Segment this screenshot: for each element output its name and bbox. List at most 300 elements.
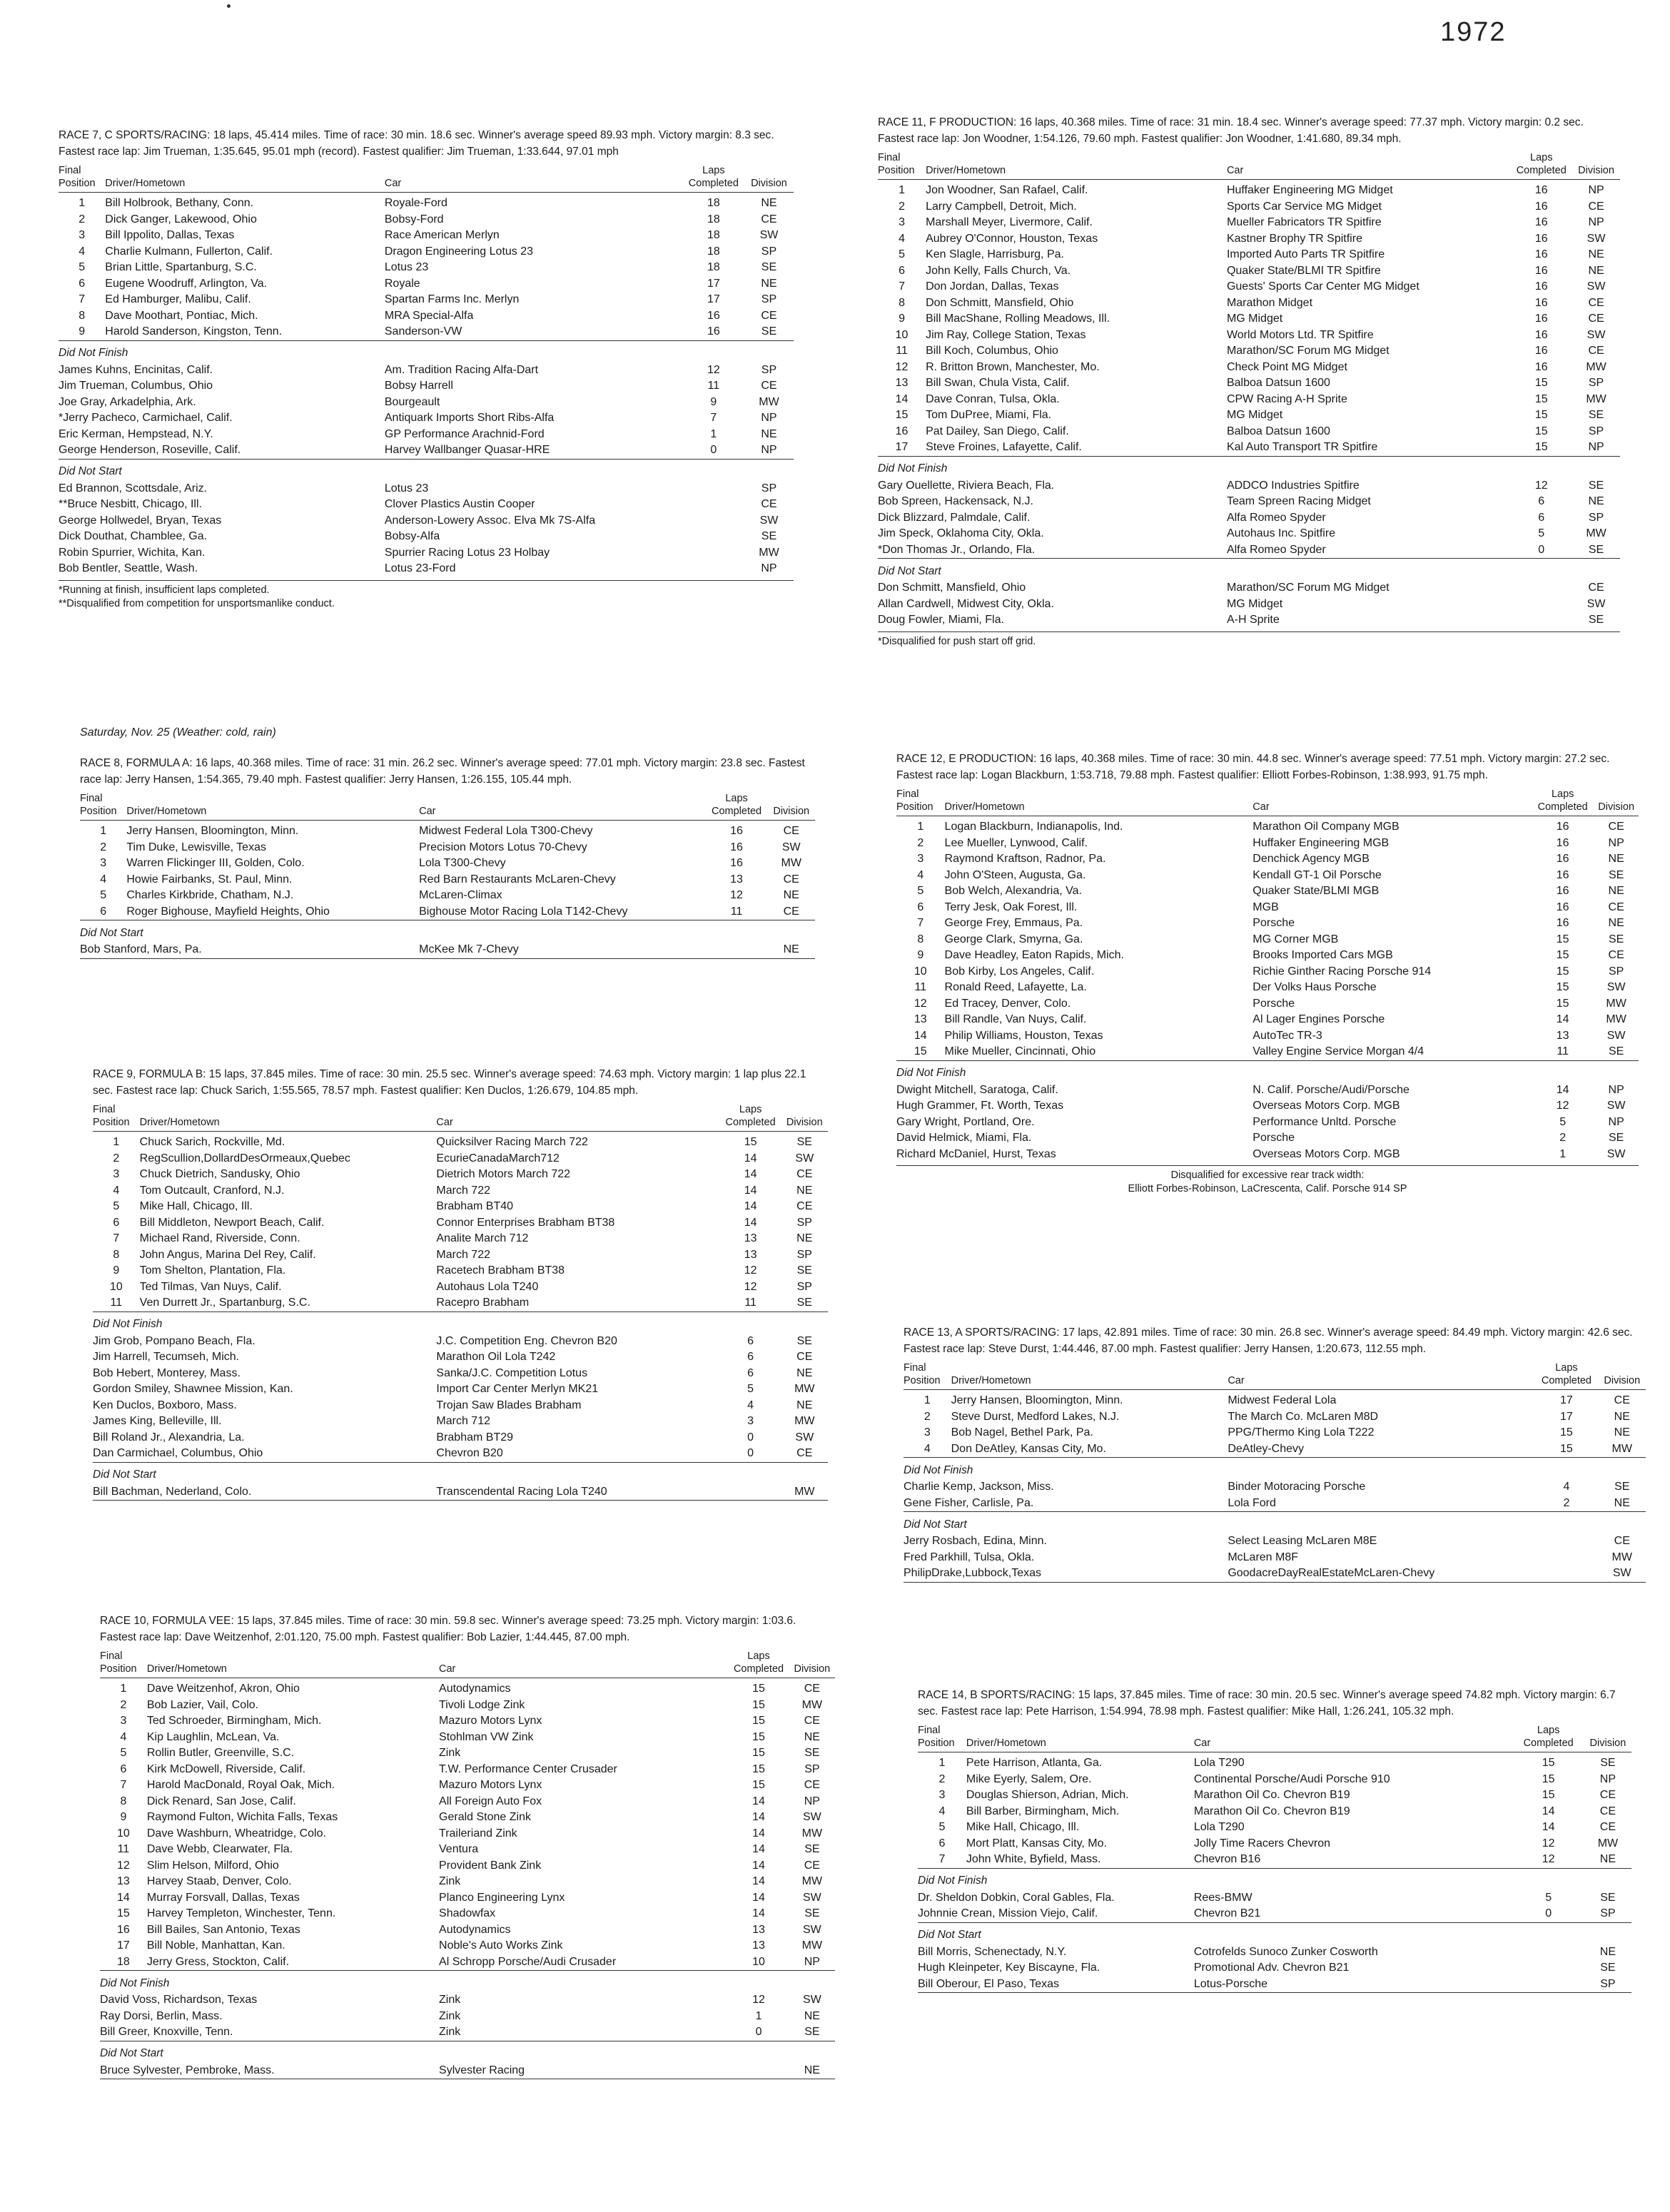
finish-position: 7 — [899, 280, 905, 293]
finish-position: 6 — [113, 1216, 120, 1229]
driver-hometown: Marshall Meyer, Livermore, Calif. — [926, 216, 1093, 228]
division: SE — [1608, 1132, 1624, 1144]
result-row — [100, 1777, 835, 1794]
section-label-row — [878, 456, 1620, 478]
car-name: Trojan Saw Blades Brabham — [436, 1399, 582, 1411]
dns-row — [918, 1944, 1631, 1961]
driver-hometown: Jerry Gress, Stockton, Calif. — [146, 1955, 290, 1968]
dns-label: Did Not Start — [59, 459, 794, 481]
result-row — [878, 311, 1620, 328]
col-completed-label: Completed — [688, 178, 739, 189]
car-name: Huffaker Engineering MG Midget — [1226, 184, 1393, 196]
result-row — [100, 1954, 835, 1971]
division: CE — [761, 213, 777, 225]
car-name: Noble's Auto Works Zink — [439, 1939, 563, 1952]
finish-position: 4 — [923, 1442, 931, 1455]
col-driver: Driver/Hometown — [966, 1724, 1194, 1752]
car-name: Rees-BMW — [1193, 1891, 1252, 1904]
col-completed-label: Completed — [1537, 801, 1588, 813]
driver-hometown: Ven Durrett Jr., Spartanburg, S.C. — [139, 1297, 310, 1309]
driver-hometown: Gene Fisher, Carlisle, Pa. — [904, 1496, 1034, 1509]
finish-position: 16 — [117, 1923, 130, 1936]
division: SP — [796, 1248, 812, 1261]
car-name: Huffaker Engineering MGB — [1252, 836, 1390, 849]
division: NE — [796, 1232, 813, 1244]
driver-hometown: James Kuhns, Encinitas, Calif. — [59, 363, 213, 376]
finish-position: 3 — [923, 1426, 931, 1439]
laps-completed: 14 — [744, 1200, 757, 1212]
division: CE — [1588, 313, 1604, 325]
division: SE — [796, 1264, 812, 1277]
laps-completed: 14 — [1542, 1821, 1555, 1833]
car-name: Balboa Datsun 1600 — [1226, 425, 1330, 437]
driver-hometown: Bob Kirby, Los Angeles, Calif. — [944, 965, 1095, 978]
division: SP — [761, 245, 777, 258]
race-header: RACE 12, E PRODUCTION: 16 laps, 40.368 miles. Time of race: 30 min. 44.8 sec. Winner's average speed: 77.51 mph. Victory margin: 27.2 sec. Fastest race lap: Logan Blackburn, 1:53.718, 79.88 mph. Fastest qualifier: Elliott Forbes-Robinson, 1:38.993, 91.75 mph. — [896, 753, 1610, 781]
laps-completed: 16 — [1534, 248, 1548, 260]
laps-completed: 16 — [1556, 821, 1569, 833]
division: SE — [1600, 1962, 1616, 1974]
division: SE — [1608, 868, 1624, 881]
car-name: Dragon Engineering Lotus 23 — [384, 245, 534, 258]
result-row — [93, 1215, 828, 1232]
laps-completed: 9 — [710, 395, 717, 408]
car-name: MRA Special-Alfa — [384, 309, 474, 322]
finish-position: 10 — [109, 1280, 123, 1293]
finish-position: 4 — [100, 873, 107, 886]
race-header: RACE 13, A SPORTS/RACING: 17 laps, 42.891 miles. Time of race: 30 min. 26.8 sec. Winner's average speed: 84.49 mph. Victory margin: 42.6 sec. Fastest race lap: Steve Durst, 1:44.446, 87.00 mph. Fastest qualifier: Jerry Hansen, 1:20.673, 112.55 mph. — [904, 1326, 1633, 1355]
division: SE — [1608, 1045, 1624, 1057]
car-name: EcurieCanadaMarch712 — [436, 1152, 560, 1165]
division: NE — [796, 1399, 813, 1411]
car-name: Marathon Oil Company MGB — [1252, 821, 1400, 833]
car-name: Lotus 23-Ford — [384, 562, 456, 574]
col-position — [80, 792, 126, 821]
division: NE — [796, 1184, 813, 1197]
laps-completed: 15 — [1534, 377, 1548, 389]
race-7 — [59, 127, 794, 611]
division: NP — [804, 1955, 820, 1968]
car-name: March 712 — [436, 1415, 490, 1427]
col-laps — [683, 164, 744, 193]
col-driver: Driver/Hometown — [951, 1361, 1228, 1390]
result-row — [896, 964, 1639, 980]
race-header: RACE 14, B SPORTS/RACING: 15 laps, 37.845 miles. Time of race: 30 min. 20.5 sec. Winner's average speed 74.82 mph. Victory margin: 6.7 sec. Fastest race lap: Pete Harrison, 1:54.994, 78.98 mph. Fastest qualifier: Mike Hall, 1:26.241, 105.32 mph. — [918, 1689, 1616, 1718]
division: CE — [1588, 582, 1604, 594]
car-name: March 722 — [436, 1248, 490, 1261]
dnf-row — [896, 1130, 1639, 1147]
race-12 — [896, 751, 1639, 1196]
laps-completed: 18 — [707, 213, 720, 225]
race-9 — [93, 1066, 828, 1501]
car-name: Overseas Motors Corp. MGB — [1252, 1147, 1400, 1160]
driver-hometown: Dick Douthat, Chamblee, Ga. — [59, 530, 208, 542]
finish-position: 11 — [110, 1297, 123, 1309]
driver-hometown: **Bruce Nesbitt, Chicago, Ill. — [59, 498, 202, 510]
car-name: Cotrofelds Sunoco Zunker Cosworth — [1193, 1945, 1378, 1958]
division: SE — [804, 2026, 820, 2038]
result-row — [878, 199, 1620, 215]
car-name: MG Midget — [1226, 597, 1283, 610]
driver-hometown: Richard McDaniel, Hurst, Texas — [896, 1147, 1056, 1160]
result-row — [896, 932, 1639, 948]
driver-hometown: Murray Forsvall, Dallas, Texas — [146, 1891, 300, 1904]
driver-hometown: Gary Ouellette, Riviera Beach, Fla. — [878, 479, 1055, 492]
division: MW — [759, 546, 779, 559]
car-name: Balboa Datsun 1600 — [1226, 377, 1330, 389]
col-driver: Driver/Hometown — [926, 151, 1227, 180]
driver-hometown: Terry Jesk, Oak Forest, Ill. — [944, 900, 1078, 913]
laps-completed: 2 — [1559, 1132, 1567, 1144]
car-name: Red Barn Restaurants McLaren-Chevy — [419, 873, 616, 886]
driver-hometown: Philip Williams, Houston, Texas — [944, 1029, 1103, 1042]
dns-row — [59, 545, 794, 562]
result-row — [918, 1772, 1631, 1788]
result-row — [100, 1794, 835, 1810]
finish-position: 6 — [938, 1837, 946, 1850]
division: CE — [1608, 821, 1624, 833]
driver-hometown: Jim Harrell, Tecumseh, Mich. — [93, 1351, 240, 1363]
division: SE — [761, 325, 777, 338]
driver-hometown: Dave Moothart, Pontiac, Mich. — [105, 309, 258, 322]
driver-hometown: Ken Duclos, Boxboro, Mass. — [93, 1399, 237, 1411]
driver-hometown: Don Jordan, Dallas, Texas — [926, 280, 1059, 293]
driver-hometown: Dave Headley, Eaton Rapids, Mich. — [944, 949, 1124, 961]
laps-completed: 12 — [752, 1994, 765, 2006]
division: CE — [796, 1447, 813, 1459]
dns-row — [59, 481, 794, 497]
car-name: Marathon Oil Co. Chevron B19 — [1193, 1789, 1350, 1801]
laps-completed: 17 — [1560, 1410, 1573, 1423]
laps-completed: 16 — [1534, 216, 1548, 228]
finish-position: 2 — [100, 841, 107, 853]
laps-completed: 1 — [1559, 1147, 1567, 1160]
col-driver: Driver/Hometown — [945, 788, 1253, 816]
laps-empty — [683, 513, 744, 529]
driver-hometown: Allan Cardwell, Midwest City, Okla. — [878, 597, 1054, 610]
result-row — [878, 440, 1620, 456]
results-table — [93, 1103, 828, 1501]
car-name: Racepro Brabham — [436, 1297, 530, 1309]
col-completed-label: Completed — [1523, 1737, 1574, 1749]
driver-hometown: Dr. Sheldon Dobkin, Coral Gables, Fla. — [918, 1891, 1115, 1904]
laps-completed: 14 — [752, 1795, 765, 1807]
car-name: AutoTec TR-3 — [1252, 1029, 1322, 1042]
division: SW — [1586, 280, 1606, 293]
division: NP — [1608, 836, 1624, 849]
division: NE — [1614, 1410, 1630, 1423]
driver-hometown: Bill Greer, Knoxville, Tenn. — [100, 2026, 233, 2038]
division: SW — [1606, 981, 1626, 993]
dns-row — [918, 1960, 1631, 1977]
dnf-row — [93, 1446, 828, 1462]
division: SE — [796, 1297, 812, 1309]
laps-completed: 13 — [752, 1923, 765, 1936]
driver-hometown: Bob Bentler, Seattle, Wash. — [59, 562, 198, 574]
car-name: March 722 — [436, 1184, 490, 1197]
col-position-label: Position — [878, 165, 915, 176]
dnf-row — [59, 378, 794, 395]
driver-hometown: Jerry Hansen, Bloomington, Minn. — [951, 1394, 1123, 1406]
finish-position: 14 — [914, 1029, 927, 1042]
division: SE — [804, 1747, 820, 1759]
division: SP — [804, 1762, 820, 1775]
driver-hometown: Jerry Hansen, Bloomington, Minn. — [126, 825, 299, 837]
driver-hometown: Rollin Butler, Greenville, S.C. — [146, 1747, 295, 1759]
laps-completed: 6 — [747, 1351, 754, 1363]
laps-completed: 11 — [730, 905, 743, 918]
division: CE — [761, 309, 777, 322]
col-position — [896, 788, 945, 816]
car-name: Jolly Time Racers Chevron — [1193, 1837, 1330, 1850]
footnote: Disqualified for excessive rear track width: — [1170, 1170, 1365, 1181]
driver-hometown: Harvey Staab, Denver, Colo. — [146, 1875, 292, 1887]
driver-hometown: Logan Blackburn, Indianapolis, Ind. — [944, 821, 1123, 833]
laps-completed: 15 — [744, 1136, 757, 1148]
car-name: Kastner Brophy TR Spitfire — [1226, 232, 1362, 245]
driver-hometown: Dan Carmichael, Columbus, Ohio — [93, 1447, 263, 1459]
laps-completed: 15 — [752, 1683, 765, 1695]
car-name: Zink — [439, 1875, 461, 1887]
result-row — [896, 868, 1639, 884]
division: SP — [761, 293, 777, 305]
laps-completed: 0 — [747, 1447, 754, 1459]
division: NE — [761, 277, 777, 290]
finish-position: 3 — [899, 216, 905, 228]
col-division: Division — [1584, 1724, 1631, 1752]
car-name: Provident Bank Zink — [439, 1859, 542, 1872]
race-11 — [878, 114, 1620, 649]
division: NP — [1608, 1083, 1624, 1096]
result-row — [100, 1826, 835, 1842]
car-name: Lotus-Porsche — [1193, 1977, 1267, 1990]
dns-label: Did Not Start — [80, 920, 815, 943]
car-name: Midwest Federal Lola T300-Chevy — [419, 825, 593, 837]
finish-position: 1 — [938, 1757, 946, 1769]
driver-hometown: Joe Gray, Arkadelphia, Ark. — [59, 395, 196, 408]
laps-empty — [1512, 1944, 1584, 1961]
car-name: MG Corner MGB — [1252, 933, 1339, 945]
laps-completed: 12 — [744, 1264, 757, 1277]
result-row — [93, 1183, 828, 1199]
driver-hometown: Bob Stanford, Mars, Pa. — [80, 943, 202, 955]
finish-position: 6 — [917, 900, 924, 913]
car-name: McKee Mk 7-Chevy — [419, 943, 519, 955]
result-row — [80, 821, 815, 840]
driver-hometown: Ted Tilmas, Van Nuys, Calif. — [139, 1280, 282, 1293]
driver-hometown: Mort Platt, Kansas City, Mo. — [966, 1837, 1107, 1850]
laps-completed: 13 — [744, 1248, 757, 1261]
division: CE — [804, 1683, 820, 1695]
finish-position: 2 — [938, 1772, 946, 1785]
division: SE — [804, 1843, 820, 1855]
finish-position: 1 — [79, 197, 86, 209]
result-row — [918, 1787, 1631, 1804]
car-name: World Motors Ltd. TR Spitfire — [1226, 328, 1374, 341]
finish-position: 3 — [79, 229, 86, 241]
laps-completed: 14 — [1556, 1083, 1569, 1096]
finish-position: 2 — [79, 213, 86, 225]
col-division: Division — [789, 1650, 835, 1678]
driver-hometown: Fred Parkhill, Tulsa, Okla. — [904, 1551, 1035, 1563]
section-label-row — [904, 1512, 1646, 1534]
result-row — [100, 1678, 835, 1698]
footnotes — [896, 1165, 1639, 1196]
division: MW — [1606, 1013, 1626, 1025]
result-row — [93, 1132, 828, 1151]
col-car: Car — [1228, 1361, 1534, 1390]
result-row — [878, 279, 1620, 295]
laps-empty — [683, 561, 744, 577]
driver-hometown: Larry Campbell, Detroit, Mich. — [926, 200, 1077, 213]
section-label-row — [80, 920, 815, 943]
result-row — [100, 1810, 835, 1826]
car-name: Autodynamics — [439, 1923, 511, 1936]
driver-hometown: Bill Middleton, Newport Beach, Calif. — [139, 1216, 325, 1229]
division: NE — [1608, 853, 1624, 865]
laps-completed: 15 — [1556, 933, 1569, 945]
col-division: Division — [768, 792, 816, 821]
col-final-label: Final — [896, 788, 919, 800]
finish-position: 13 — [895, 377, 909, 389]
driver-hometown: Raymond Kraftson, Radnor, Pa. — [944, 853, 1106, 865]
division: SW — [802, 1994, 821, 2006]
driver-hometown: Chuck Dietrich, Sandusky, Ohio — [139, 1168, 300, 1180]
col-completed-label: Completed — [733, 1663, 784, 1675]
footnote: Elliott Forbes-Robinson, LaCrescenta, Calif. Porsche 914 SP — [1128, 1183, 1407, 1194]
laps-completed: 12 — [707, 363, 720, 376]
car-name: Transcendental Racing Lola T240 — [436, 1485, 607, 1498]
footnote: *Running at finish, insufficient laps completed. — [59, 584, 270, 596]
dns-row — [100, 2063, 835, 2079]
laps-completed: 15 — [1560, 1442, 1573, 1455]
driver-hometown: John White, Byfield, Mass. — [966, 1853, 1101, 1865]
col-completed-label: Completed — [725, 1117, 776, 1128]
laps-completed: 14 — [752, 1891, 765, 1904]
finish-position: 10 — [895, 328, 909, 341]
driver-hometown: Charlie Kulmann, Fullerton, Calif. — [105, 245, 273, 258]
result-row — [100, 1745, 835, 1762]
result-row — [878, 392, 1620, 408]
laps-completed: 17 — [707, 293, 720, 305]
laps-completed: 13 — [744, 1232, 757, 1244]
dnf-row — [93, 1381, 828, 1398]
car-name: Shadowfax — [439, 1907, 496, 1919]
driver-hometown: Dwight Mitchell, Saratoga, Calif. — [896, 1083, 1058, 1096]
driver-hometown: Douglas Shierson, Adrian, Mich. — [966, 1789, 1129, 1801]
driver-hometown: Pat Dailey, San Diego, Calif. — [926, 425, 1069, 437]
car-name: Analite March 712 — [436, 1232, 529, 1244]
result-row — [918, 1836, 1631, 1852]
page-year: 1972 — [1440, 17, 1507, 47]
finish-position: 6 — [899, 264, 905, 277]
driver-hometown: Bruce Sylvester, Pembroke, Mass. — [100, 2064, 275, 2076]
finish-position: 5 — [113, 1200, 120, 1212]
driver-hometown: Don Schmitt, Mansfield, Ohio — [878, 582, 1026, 594]
driver-hometown: Steve Durst, Medford Lakes, N.J. — [951, 1410, 1120, 1423]
results-table — [59, 164, 794, 577]
race-header: RACE 9, FORMULA B: 15 laps, 37.845 miles. Time of race: 30 min. 25.5 sec. Winner's average speed: 74.63 mph. Victory margin: 1 lap plus 22.1 sec. Fastest race lap: Chuck Sarich, 1:55.565, 78.57 mph. Fastest qualifier: Ken Duclos, 1:26.679, 104.85 mph. — [93, 1068, 806, 1097]
results-table — [878, 151, 1620, 629]
laps-completed: 0 — [1538, 543, 1545, 556]
driver-hometown: Brian Little, Spartanburg, S.C. — [105, 261, 257, 273]
laps-completed: 6 — [1538, 511, 1545, 524]
division: SW — [1612, 1567, 1631, 1579]
car-name: Antiquark Imports Short Ribs-Alfa — [384, 412, 555, 424]
result-row — [918, 1804, 1631, 1820]
driver-hometown: Mike Mueller, Cincinnati, Ohio — [944, 1045, 1096, 1057]
driver-hometown: *Don Thomas Jr., Orlando, Fla. — [878, 543, 1036, 556]
driver-hometown: Gary Wright, Portland, Ore. — [896, 1115, 1035, 1128]
result-row — [59, 292, 794, 308]
laps-completed: 14 — [744, 1168, 757, 1180]
car-name: Marathon Oil Lola T242 — [436, 1351, 556, 1363]
laps-completed: 4 — [747, 1399, 754, 1411]
driver-hometown: Bob Lazier, Vail, Colo. — [146, 1698, 259, 1711]
laps-completed: 15 — [1560, 1426, 1573, 1439]
dnf-row — [93, 1349, 828, 1366]
col-final-label: Final — [100, 1650, 123, 1662]
division: SP — [1608, 965, 1624, 978]
col-position — [93, 1103, 140, 1132]
car-name: Porsche — [1252, 1132, 1295, 1144]
result-row — [878, 231, 1620, 248]
laps-completed: 15 — [1556, 965, 1569, 978]
division: NE — [761, 427, 777, 440]
laps-completed: 18 — [707, 229, 720, 241]
division: CE — [796, 1200, 813, 1212]
car-name: Marathon/SC Forum MG Midget — [1226, 345, 1390, 357]
race-14 — [918, 1687, 1631, 1993]
car-name: Autohaus Lola T240 — [436, 1280, 539, 1293]
division: MW — [1611, 1551, 1632, 1563]
dnf-row — [100, 2009, 835, 2025]
finish-position: 1 — [113, 1136, 120, 1148]
car-name: Quaker State/BLMI TR Spitfire — [1226, 264, 1381, 277]
result-row — [896, 816, 1639, 836]
driver-hometown: Tim Duke, Lewisville, Texas — [126, 841, 266, 853]
division: CE — [783, 873, 799, 886]
col-division: Division — [781, 1103, 828, 1132]
section-label-row — [918, 1922, 1631, 1944]
driver-hometown: Ronald Reed, Lafayette, La. — [944, 981, 1087, 993]
finish-position: 6 — [120, 1762, 127, 1775]
laps-completed: 16 — [1534, 264, 1548, 277]
division: SE — [1588, 614, 1604, 626]
car-name: Mazuro Motors Lynx — [439, 1715, 542, 1727]
car-name: Sylvester Racing — [439, 2064, 525, 2076]
laps-completed: 16 — [730, 857, 743, 869]
car-name: Al Lager Engines Porsche — [1252, 1013, 1385, 1025]
result-row — [100, 1730, 835, 1746]
division: MW — [794, 1383, 815, 1395]
car-name: Chevron B21 — [1193, 1907, 1261, 1919]
finish-position: 2 — [120, 1698, 127, 1711]
driver-hometown: Slim Helson, Milford, Ohio — [146, 1859, 279, 1872]
division: SE — [1588, 409, 1604, 421]
driver-hometown: Jim Ray, College Station, Texas — [926, 328, 1086, 341]
result-row — [896, 948, 1639, 964]
result-row — [896, 900, 1639, 916]
car-name: Imported Auto Parts TR Spitfire — [1226, 248, 1385, 260]
laps-completed: 16 — [1534, 328, 1548, 341]
laps-completed: 15 — [752, 1779, 765, 1791]
car-name: Tivoli Lodge Zink — [439, 1698, 525, 1711]
laps-completed: 16 — [1534, 360, 1548, 373]
finish-position: 8 — [917, 933, 924, 945]
division: SE — [761, 530, 777, 542]
division: NE — [1608, 885, 1624, 897]
